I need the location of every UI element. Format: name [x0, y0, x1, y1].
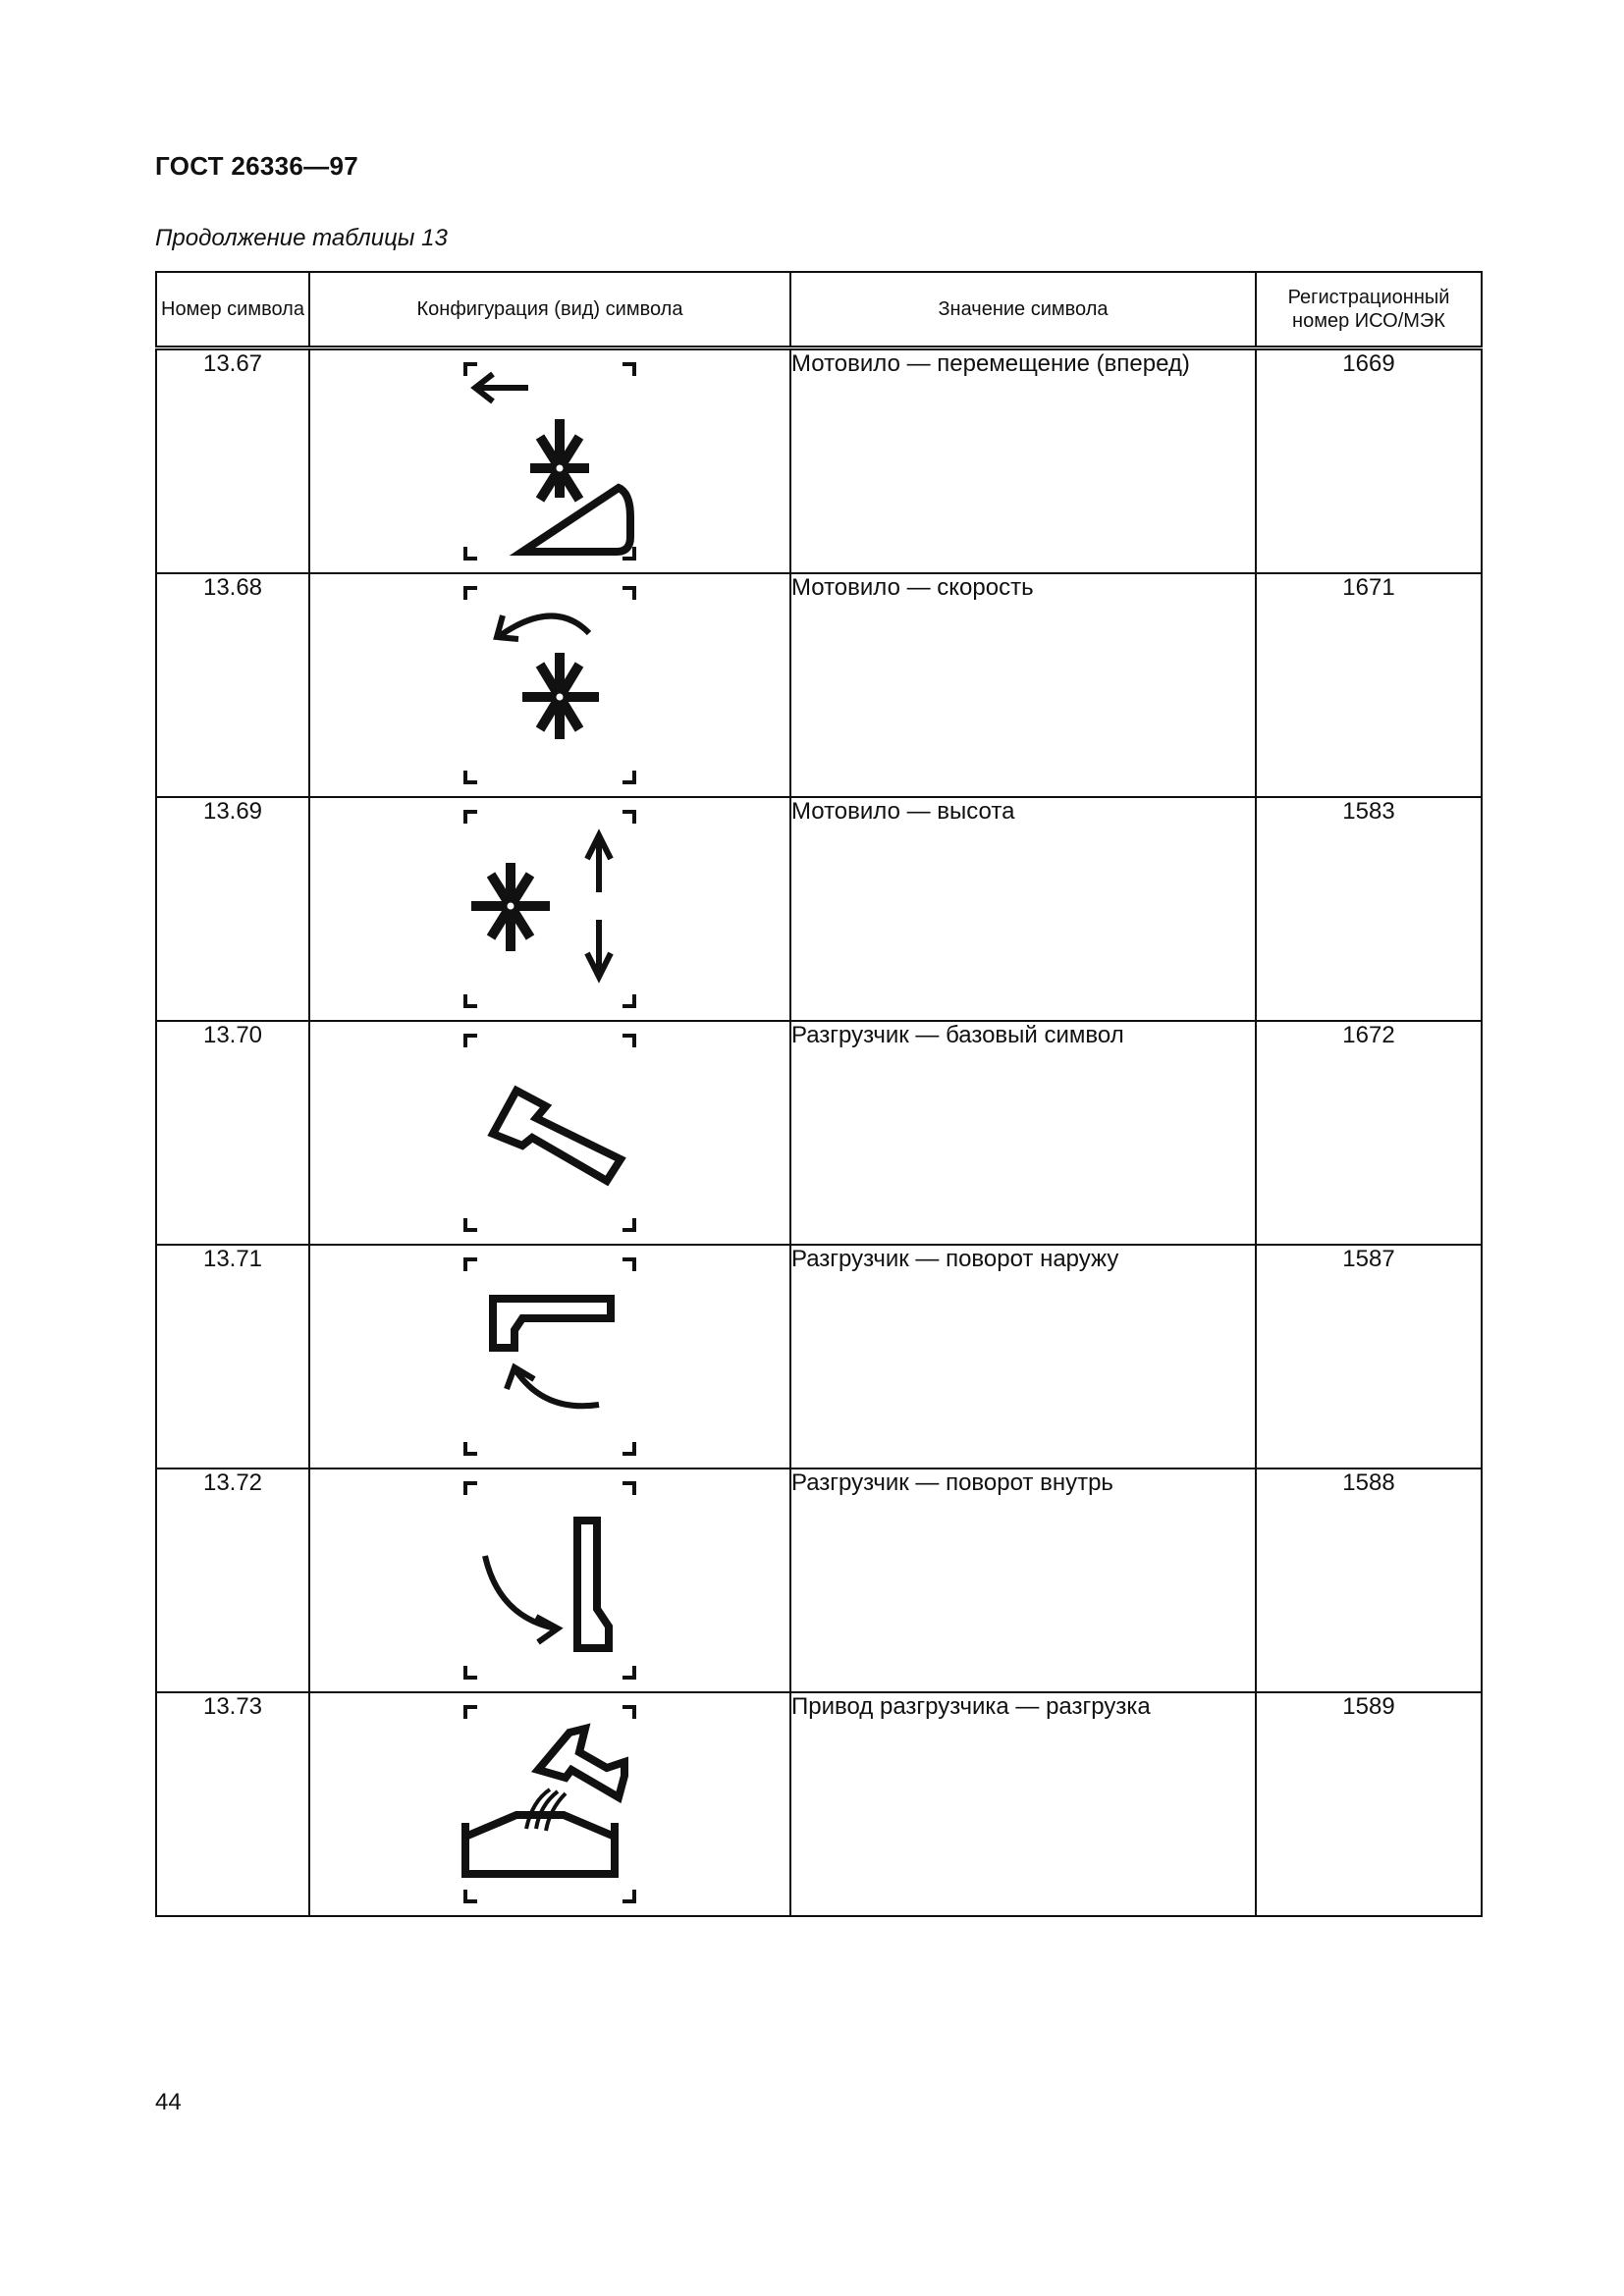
unloader-swing-in-icon: [442, 1469, 658, 1691]
symbol-configuration: [309, 573, 790, 797]
page-number: 44: [155, 2089, 182, 2115]
symbol-configuration: [309, 1021, 790, 1245]
table-row: [156, 573, 1482, 797]
header-registration: Регистрационный номер ИСО/МЭК: [1256, 272, 1482, 348]
table-row: [156, 1468, 1482, 1692]
registration-number: 1588: [1256, 1468, 1482, 1692]
symbol-configuration: [309, 1692, 790, 1916]
symbol-number: 13.71: [156, 1245, 309, 1468]
symbol-meaning: Мотовило — высота: [790, 797, 1256, 1021]
reel-speed-icon: [442, 574, 658, 796]
symbol-configuration: [309, 1468, 790, 1692]
table-row: [156, 348, 1482, 574]
symbol-configuration: [309, 348, 790, 574]
header-configuration: Конфигурация (вид) символа: [309, 272, 790, 348]
table-row: [156, 1245, 1482, 1468]
symbol-meaning: Привод разгрузчика — разгрузка: [790, 1692, 1256, 1916]
table-row: [156, 797, 1482, 1021]
reel-forward-movement-icon: [442, 350, 658, 572]
unloader-basic-symbol-icon: [442, 1022, 658, 1244]
document-code: ГОСТ 26336—97: [155, 151, 358, 181]
symbols-table: [155, 271, 1483, 1917]
symbol-meaning: Разгрузчик — базовый символ: [790, 1021, 1256, 1245]
symbol-meaning: Разгрузчик — поворот внутрь: [790, 1468, 1256, 1692]
symbol-configuration: [309, 1245, 790, 1468]
symbol-number: 13.72: [156, 1468, 309, 1692]
symbol-number: 13.73: [156, 1692, 309, 1916]
symbol-meaning: Мотовило — скорость: [790, 573, 1256, 797]
registration-number: 1672: [1256, 1021, 1482, 1245]
unloader-swing-out-icon: [442, 1246, 658, 1468]
symbol-number: 13.70: [156, 1021, 309, 1245]
table-caption: Продолжение таблицы 13: [155, 225, 448, 251]
symbol-configuration: [309, 797, 790, 1021]
table-row: [156, 1692, 1482, 1916]
symbol-meaning: Мотовило — перемещение (вперед): [790, 348, 1256, 574]
registration-number: 1669: [1256, 348, 1482, 574]
header-meaning: Значение символа: [790, 272, 1256, 348]
table-header-row: [156, 272, 1482, 348]
symbol-number: 13.67: [156, 348, 309, 574]
reel-height-icon: [442, 798, 658, 1020]
header-number: Номер символа: [156, 272, 309, 348]
symbol-meaning: Разгрузчик — поворот наружу: [790, 1245, 1256, 1468]
registration-number: 1671: [1256, 573, 1482, 797]
symbol-number: 13.69: [156, 797, 309, 1021]
symbol-number: 13.68: [156, 573, 309, 797]
registration-number: 1589: [1256, 1692, 1482, 1916]
unloader-drive-unloading-icon: [442, 1693, 658, 1915]
registration-number: 1583: [1256, 797, 1482, 1021]
table-row: [156, 1021, 1482, 1245]
registration-number: 1587: [1256, 1245, 1482, 1468]
